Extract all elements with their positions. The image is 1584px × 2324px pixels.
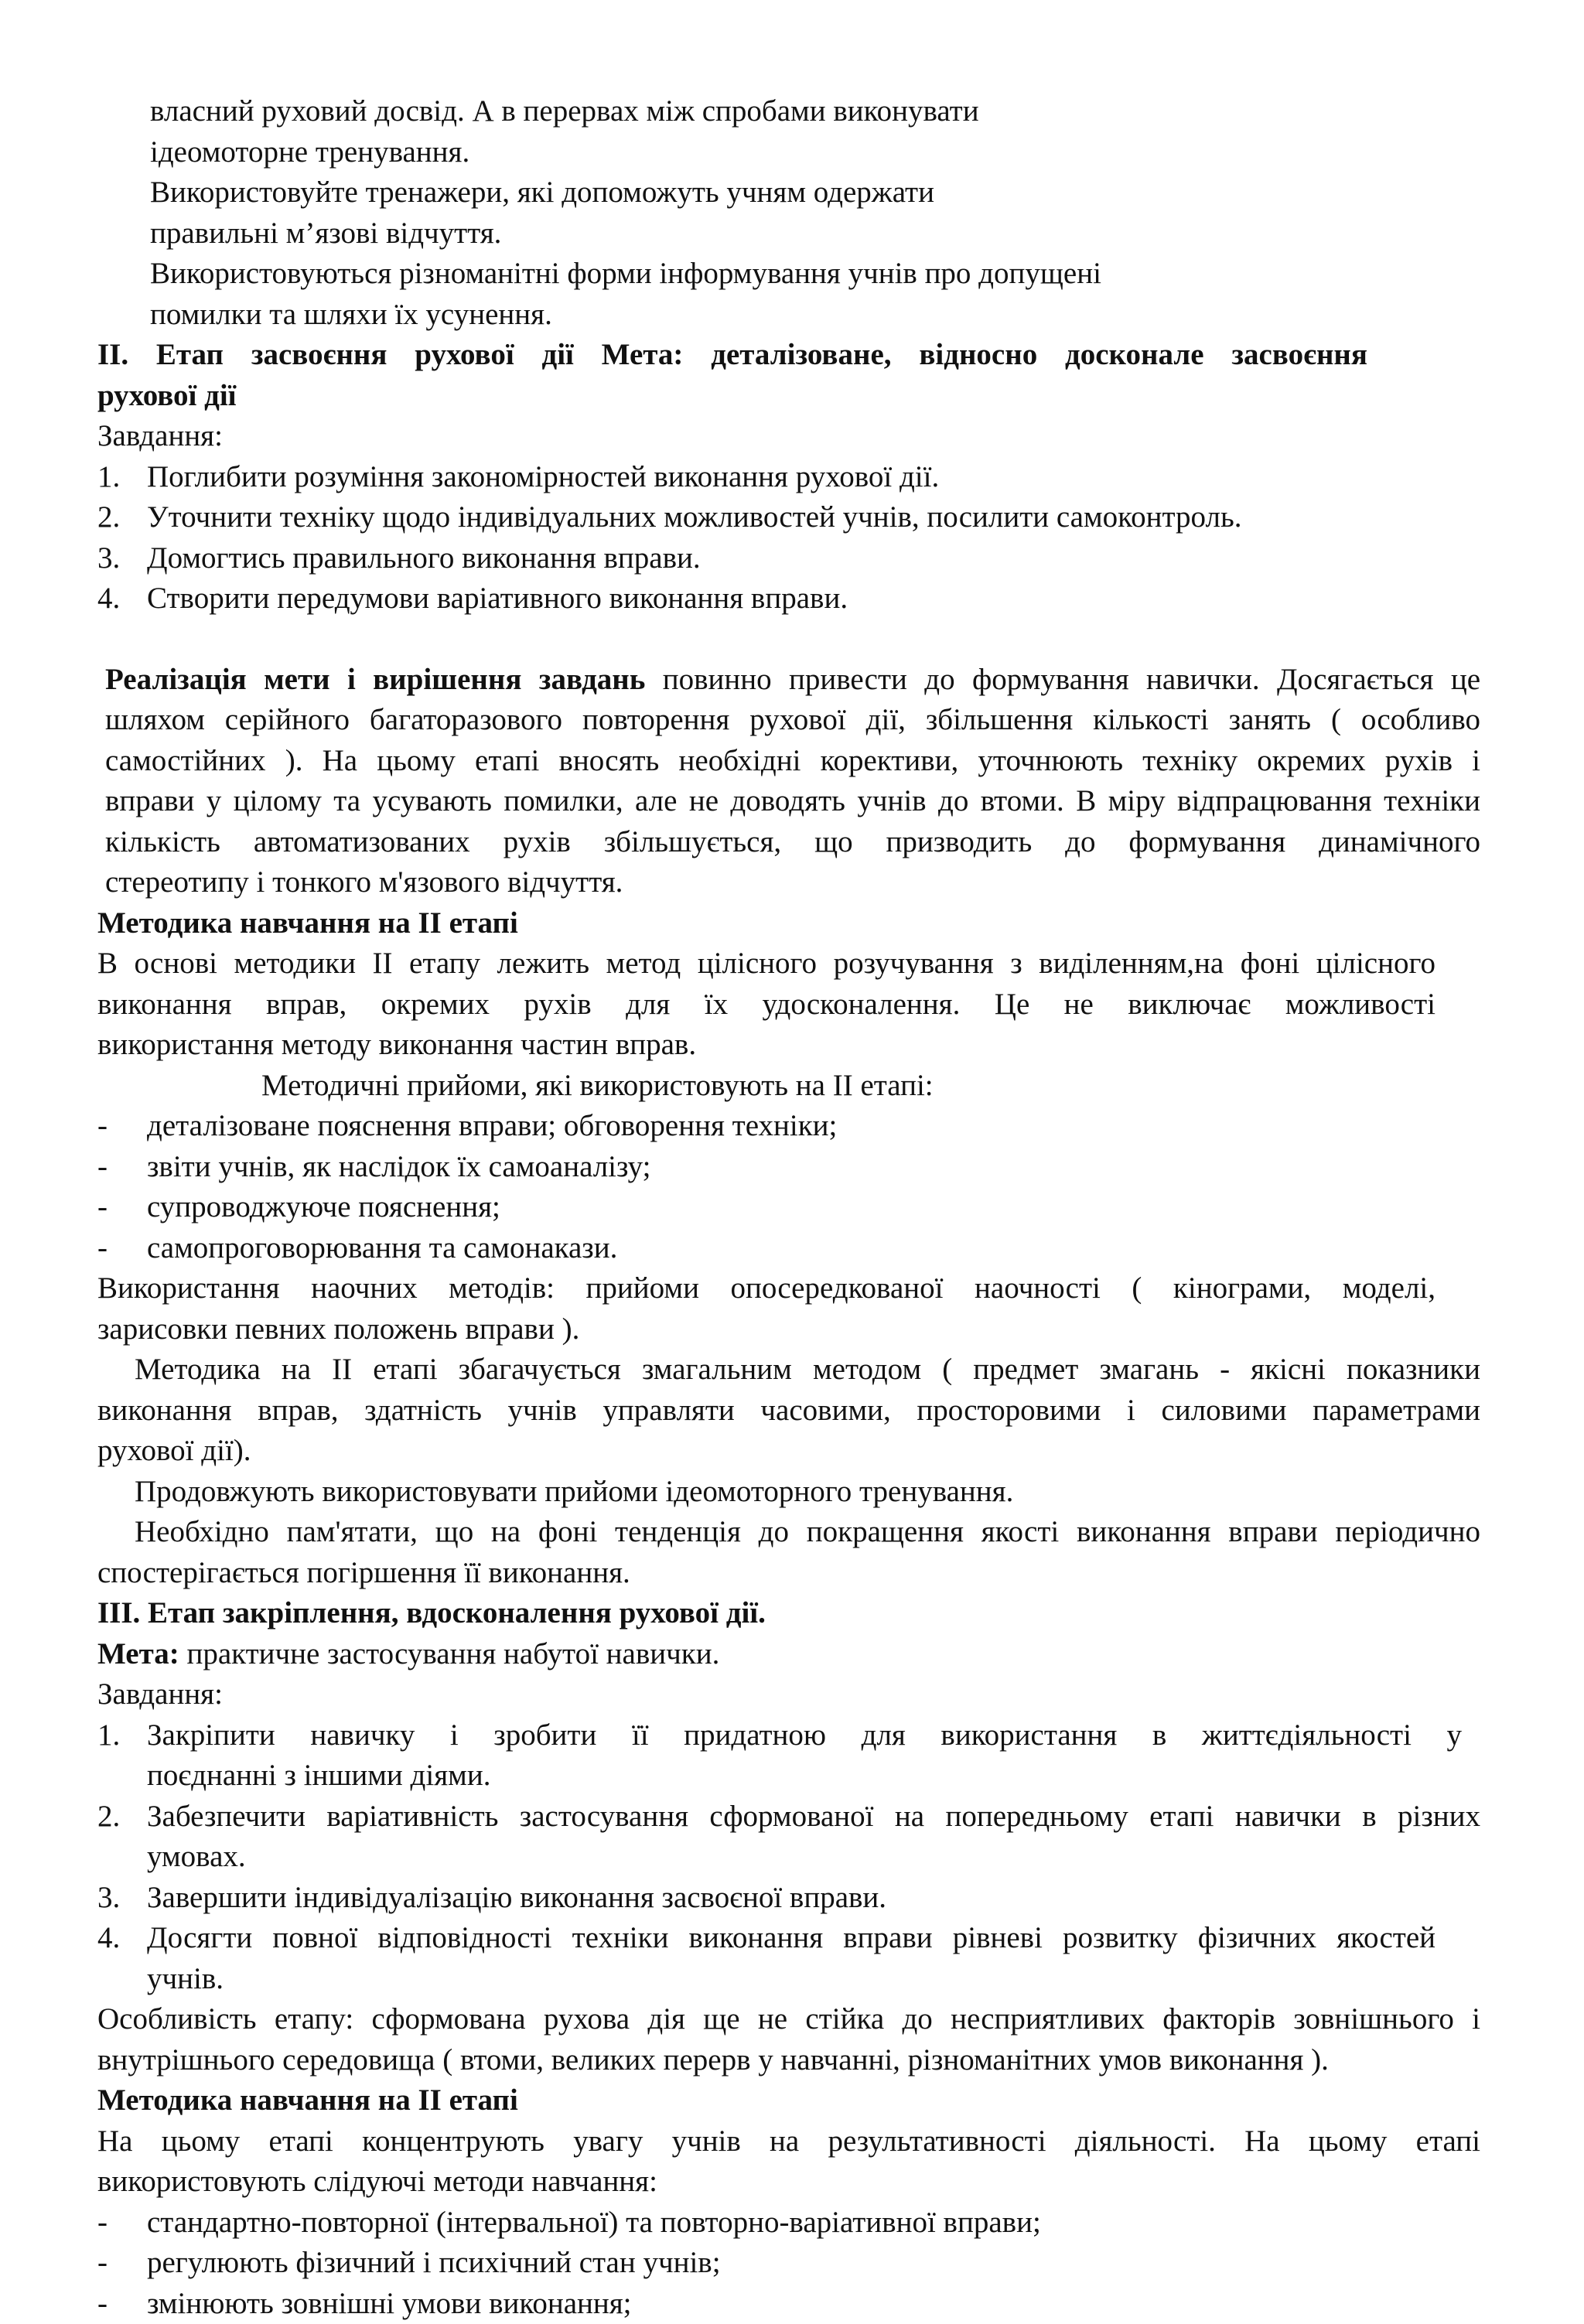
list-item (97, 1878, 1490, 1919)
list-item (97, 1147, 1490, 1188)
list-text: Завершити індивідуалізацію виконання засвоєної вправи. (147, 1878, 886, 1919)
goal-line (97, 1634, 1490, 1675)
paragraph-line: виконання вправ, здатність учнів управляти часовими, просторовими і силовими параметрами (97, 1391, 1480, 1432)
paragraph-line: виконання вправ, окремих рухів для їх удосконалення. Це не виключає можливості (97, 985, 1436, 1025)
list-dash: - (97, 1147, 147, 1188)
paragraph-line: власний руховий досвід. А в перервах між спробами виконувати (97, 91, 1490, 132)
list-item (97, 2243, 1490, 2284)
subsection-heading: Методика навчання на ІІ етапі (97, 2080, 1490, 2121)
paragraph-line: Використовуються різноманітні форми інформування учнів про допущені (97, 254, 1490, 295)
list-text-continued: учнів. (97, 1959, 1490, 2000)
list-number: 4. (97, 578, 147, 619)
paragraph-line: самостійних ). На цьому етапі вносять необхідні корективи, уточнюють техніку окремих рухів і (97, 741, 1480, 782)
paragraph-line: використовують слідуючі методи навчання: (97, 2162, 1490, 2203)
list-number: 3. (97, 538, 147, 579)
list-text: Закріпити навичку і зробити її придатною для використання в життєдіяльності у (147, 1715, 1462, 1756)
section-heading: ІІ. Етап засвоєння рухової дії Мета: деталізоване, відносно досконале засвоєння (97, 335, 1367, 376)
list-text: самопроговорювання та самонакази. (147, 1228, 617, 1269)
techniques-intro: Методичні прийоми, які використовують на ІІ етапі: (97, 1066, 1490, 1107)
list-dash: - (97, 1187, 147, 1228)
list-item (97, 1715, 1490, 1756)
paragraph-line: правильні м’язові відчуття. (97, 213, 1490, 254)
list-item (97, 538, 1490, 579)
list-text: Уточнити техніку щодо індивідуальних можливостей учнів, посилити самоконтроль. (147, 497, 1242, 538)
paragraph-line: Методика на ІІ етапі збагачується змагальним методом ( предмет змагань - якісні показники (97, 1350, 1480, 1391)
paragraph-line: використання методу виконання частин вправ. (97, 1025, 1490, 1066)
list-dash: - (97, 2243, 147, 2284)
paragraph-line: рухової дії). (97, 1431, 1490, 1472)
list-text-continued: поєднанні з іншими діями. (97, 1756, 1490, 1797)
list-text: супроводжуюче пояснення; (147, 1187, 500, 1228)
list-item (97, 1797, 1490, 1838)
paragraph-text: повинно привести до формування навички. Досягається це (645, 663, 1480, 696)
goal-text: практичне застосування набутої навички. (179, 1637, 720, 1670)
paragraph-line: В основі методики ІІ етапу лежить метод цілісного розучування з виділенням,на фоні цілісного (97, 944, 1436, 985)
spacer (97, 619, 1490, 660)
list-text: змінюють зовнішні умови виконання; (147, 2284, 632, 2324)
paragraph-line (97, 660, 1480, 701)
paragraph-line: Використання наочних методів: прийоми опосередкованої наочності ( кінограми, моделі, (97, 1268, 1436, 1309)
list-number: 1. (97, 1715, 147, 1756)
list-text: Досягти повної відповідності техніки виконання вправи рівневі розвитку фізичних якостей (147, 1918, 1436, 1959)
list-item (97, 2284, 1490, 2324)
paragraph-line: стереотипу і тонкого м'язового відчуття. (97, 862, 1490, 903)
list-text: деталізоване пояснення вправи; обговорення техніки; (147, 1106, 837, 1147)
list-dash: - (97, 1106, 147, 1147)
list-text-continued: умовах. (97, 1837, 1490, 1878)
list-number: 2. (97, 1797, 147, 1838)
tasks-label: Завдання: (97, 1674, 1490, 1715)
paragraph-line: Необхідно пам'ятати, що на фоні тенденція до покращення якості виконання вправи періодично (97, 1512, 1480, 1553)
list-number: 2. (97, 497, 147, 538)
list-item (97, 1228, 1490, 1269)
goal-label: Мета: (97, 1637, 179, 1670)
paragraph-line: спостерігається погіршення її виконання. (97, 1553, 1490, 1594)
section-heading-continued: рухової дії (97, 376, 1490, 417)
list-item (97, 578, 1490, 619)
subsection-heading: Методика навчання на ІІ етапі (97, 903, 1490, 944)
list-text: регулюють фізичний і психічний стан учнів; (147, 2243, 721, 2284)
tasks-label: Завдання: (97, 416, 1490, 457)
list-dash: - (97, 2284, 147, 2324)
paragraph-line: помилки та шляхи їх усунення. (97, 295, 1490, 336)
list-dash: - (97, 1228, 147, 1269)
paragraph-line: зарисовки певних положень вправи ). (97, 1309, 1490, 1350)
section-heading: ІІІ. Етап закріплення, вдосконалення рухової дії. (97, 1593, 1490, 1634)
list-number: 3. (97, 1878, 147, 1919)
list-number: 1. (97, 457, 147, 498)
bold-lead: Реалізація мети і вирішення завдань (105, 663, 645, 696)
paragraph-line: внутрішнього середовища ( втоми, великих перерв у навчанні, різноманітних умов виконання ). (97, 2040, 1490, 2081)
list-item (97, 1187, 1490, 1228)
list-text: Створити передумови варіативного виконання вправи. (147, 578, 848, 619)
document-page (97, 91, 1490, 2324)
paragraph-line: Особливість етапу: сформована рухова дія ще не стійка до несприятливих факторів зовнішнього і (97, 1999, 1480, 2040)
list-dash: - (97, 2203, 147, 2244)
list-item (97, 457, 1490, 498)
paragraph-line: шляхом серійного багаторазового повторення рухової дії, збільшення кількості занять ( особливо (97, 700, 1480, 741)
list-item (97, 2203, 1490, 2244)
paragraph-line: На цьому етапі концентрують увагу учнів на результативності діяльності. На цьому етапі (97, 2121, 1480, 2162)
list-text: Домогтись правильного виконання вправи. (147, 538, 701, 579)
list-text: звіти учнів, як наслідок їх самоаналізу; (147, 1147, 650, 1188)
list-text: Забезпечити варіативність застосування сформованої на попередньому етапі навички в різних (147, 1797, 1480, 1838)
list-item (97, 497, 1490, 538)
list-item (97, 1918, 1490, 1959)
list-text: стандартно-повторної (інтервальної) та повторно-варіативної вправи; (147, 2203, 1041, 2244)
paragraph-line: вправи у цілому та усувають помилки, але не доводять учнів до втоми. В міру відпрацювання техніки (97, 781, 1480, 822)
list-item (97, 1106, 1490, 1147)
list-text: Поглибити розуміння закономірностей виконання рухової дії. (147, 457, 939, 498)
list-number: 4. (97, 1918, 147, 1959)
paragraph-line: Використовуйте тренажери, які допоможуть учням одержати (97, 172, 1490, 213)
paragraph-line: ідеомоторне тренування. (97, 132, 1490, 173)
paragraph-line: Продовжують використовувати прийоми ідеомоторного тренування. (97, 1472, 1490, 1513)
paragraph-line: кількість автоматизованих рухів збільшується, що призводить до формування динамічного (97, 822, 1480, 863)
